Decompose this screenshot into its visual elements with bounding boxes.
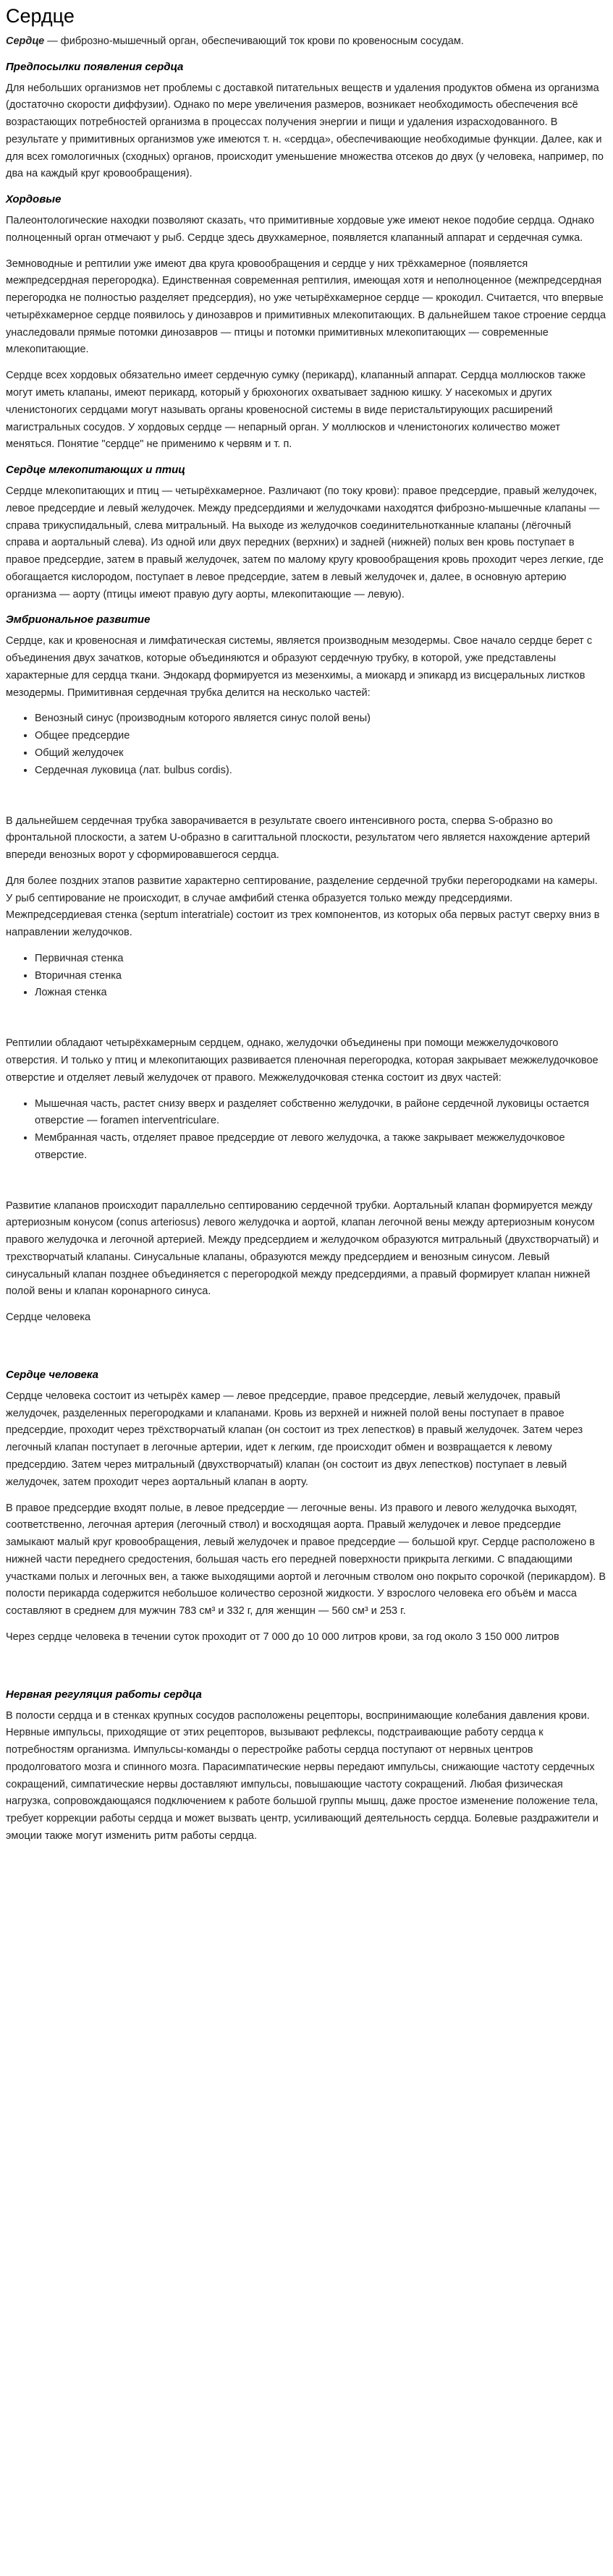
paragraph: Сердце человека состоит из четырёх камер — левое предсердие, правое предсердие, левый желудочек, правый желудочек, разделенных перегородками и клапанами. Кровь из верхней и нижней полой вены поступает в правое предсердие, проходит через трёхстворчатый клапан (он состоит из трех лепестков) в правый желудочек. Затем через легочный клапан поступает в легочные артерии, идет к легким, где происходит обмен и возвращается к левому предсердию. Затем через митральный (двухстворчатый) клапан (он состоит из двух лепестков) поступает в левый желудочек, затем проходит через аортальный клапан в аорту. <box>6 1390 583 1488</box>
section-heading: Предпосылки появления сердца <box>6 60 184 73</box>
section-heading: Сердце млекопитающих и птиц <box>6 464 185 477</box>
paragraph: В дальнейшем сердечная трубка заворачивается в результате своего интенсивного роста, сперва S-образно во фронтальной плоскости, а затем U-образно в сагиттальной плоскости, результатом чего является нахождение артерий впереди венозных ворот у сформировавшегося сердца. <box>6 815 591 862</box>
paragraph: В полости сердца и в стенках крупных сосудов расположены рецепторы, воспринимающие колебания давления крови. Нервные импульсы, приходящие от этих рецепторов, вызывают рефлексы, подстраивающие работу сердца к потребностям организма. Импульсы-команды о перестройке работы сердца поступают от нервных центров продолговатого мозга и спинного мозга. Парасимпатические нервы передают импульсы, снижающие частоту сердечных сокращений, симпатические нервы доставляют импульсы, повышающие частоту сокращений. Любая физическая нагрузка, сопровождающаяся подключением к работе большой группы мышц, даже простое изменение положение тела, требует коррекции работы сердца и может вызвать центр, усиливающий деятельность сердца. Болевые раздражители и эмоции также могут изменить ритм работы сердца. <box>6 1709 599 1842</box>
bullet-list <box>6 1096 607 1165</box>
list-item: • Вторичная стенка <box>35 968 607 985</box>
section-heading: Хордовые <box>6 193 62 206</box>
paragraph: Рептилии обладают четырёхкамерным сердцем, однако, желудочки объединены при помощи межжелудочкового отверстия. И только у птиц и млекопитающих развивается пленочная перегородка, которая закрывает межжелудочковое отверстие и отделяет левый желудочек от правого. Межжелудочковая стенка состоит из двух частей: <box>6 1037 599 1084</box>
bullet-list <box>6 951 607 1002</box>
list-item: • Мышечная часть, растет снизу вверх и разделяет собственно желудочки, в районе сердечной луковицы остается отверстие — foramen interventriculare. <box>35 1096 607 1131</box>
paragraph: Палеонтологические находки позволяют сказать, что примитивные хордовые уже имеют некое подобие сердца. Однако полноценный орган отмечают у рыб. Сердце здесь двухкамерное, появляется клапанный аппарат и сердечная сумка. <box>6 215 595 244</box>
section-heading: Сердце человека <box>6 1368 98 1381</box>
spacer <box>6 788 607 813</box>
paragraph: В правое предсердие входят полые, в левое предсердие — легочные вены. Из правого и левого желудочка выходят, соответственно, легочная артерия (легочный ствол) и восходящая аорта. Правый желудочек и левое предсердие замыкают малый круг кровообращения, левый желудочек и правое предсердие — большой круг. Сердце расположено в нижней части переднего средостения, большая часть его передней поверхности прикрыта легкими. С впадающими участками полых и легочных вен, а также выходящими аортой и легочным стволом оно покрыто сорочкой (перикардом). В полости перикарда содержится небольшое количество серозной жидкости. У взрослого человека его объём и масса составляют в среднем для мужчин 783 см³ и 332 г, для женщин — 560 см³ и 253 г. <box>6 1502 606 1618</box>
intro-text: — фибрознo-мышечный орган, обеспечивающий ток крови по кровеносным сосудам. <box>44 35 464 47</box>
spacer <box>6 1011 607 1035</box>
paragraph: Для более поздних этапов развитие характерно септирование, разделение сердечной трубки перегородками на камеры. У рыб септирование не происходит, в случае амфибий стенка образуется только между предсердиями. Межпредсердиевая стенка (septum interatriale) состоит из трех компонентов, из которых оба первых растут сверху вниз в направлении желудочков. <box>6 875 600 939</box>
paragraph: Сердце человека <box>6 1312 91 1324</box>
list-item: • Сердечная луковица (лат. bulbus cordis). <box>35 762 607 780</box>
paragraph: Сердце всех хордовых обязательно имеет сердечную сумку (перикард), клапанный аппарат. Сердца моллюсков также могут иметь клапаны, имеют перикард, который у брюхоногих охватывает заднюю кишку. У насекомых и других членистоногих сердцами могут называть органы кровеносной системы в виде перистальтирующих расширений магистральных сосудов. У хордовых сердце — непарный орган. У моллюсков и членистоногих количество может меняться. Понятие "сердце" не применимо к червям и т. п. <box>6 370 586 451</box>
paragraph: Для небольших организмов нет проблемы с доставкой питательных веществ и удаления продуктов обмена из организма (достаточно скорости диффузии). Однако по мере увеличения размеров, возникает необходимость обеспечения всё возрастающих потребностей организма в процессах получения энергии и пищи и удаления израсходованного. В результате у примитивных организмов уже имеются т. н. «сердца», обеспечивающие необходимые функции. Далее, как и для всех гомологичных (сходных) органов, происходит уменьшение множества отсеков до двух (у человека, например, по два на каждый круг кровообращения). <box>6 82 604 180</box>
section-heading: Нервная регуляция работы сердца <box>6 1688 202 1701</box>
intro-term: Сердце <box>6 35 45 47</box>
list-item: • Общий желудочек <box>35 745 607 762</box>
paragraph: Развитие клапанов происходит параллельно септированию сердечной трубки. Аортальный клапан формируется между артериозным конусом (conus arteriosus) левого желудочка и аортой, клапан легочной вены между артериозным конусом правого желудочка и легочной артерией. Между предсердием и желудочком образуются митральный (двухстворчатый) и трехстворчатый клапаны. Синусальные клапаны, образуются между предсердием и венозным синусом. Левый синусальный клапан позднее объединяется с перегородкой между предсердиями, а правый формирует клапан нижней полой вены и клапан коронарного синуса. <box>6 1199 599 1298</box>
sections-container <box>6 59 607 1845</box>
list-item: • Мембранная часть, отделяет правое предсердие от левого желудочка, а также закрывает межжелудочковое отверстие. <box>35 1130 607 1165</box>
paragraph: Через сердце человека в течении суток проходит от 7 000 до 10 000 литров крови, за год около 3 150 000 литров <box>6 1631 559 1643</box>
page-title: Сердце <box>6 5 75 27</box>
paragraph: Сердце млекопитающих и птиц — четырёхкамерное. Различают (по току крови): правое предсердие, правый желудочек, левое предсердие и левый желудочек. Между предсердиями и желудочками находятся фиброзно-мышечные клапаны — справа трикуспидальный, слева митральный. На выходе из желудочков соединительнотканные клапаны (лёгочный справа и аортальный слева). Из одной или двух передних (верхних) и задней (нижней) полых вен кровь поступает в правое предсердие, затем в правый желудочек, затем по малому кругу кровообращения кровь проходит через легкие, где обогащается кислородом, поступает в левое предсердие, затем в левый желудочек и, далее, в основную артерию организма — аорту (птицы имеют правую дугу аорты, млекопитающие — левую). <box>6 485 604 600</box>
bullet-list <box>6 710 607 779</box>
intro-paragraph <box>6 33 607 51</box>
spacer <box>6 1335 607 1360</box>
paragraph: Земноводные и рептилии уже имеют два круга кровообращения и сердце у них трёхкамерное (появляется межпредсердная перегородка). Единственная современная рептилия, имеющая хотя и неполноценное (межпредсердная перегородка не полностью разделяет предсердия), но уже четырёхкамерное сердце — крокодил. Считается, что впервые четырёхкамерное сердце появилось у динозавров и примитивных млекопитающих. В дальнейшем такое строение сердца унаследовали прямые потомки динозавров — птицы и потомки примитивных млекопитающих — современные млекопитающие. <box>6 258 606 356</box>
list-item: • Общее предсердие <box>35 728 607 745</box>
list-item: • Ложная стенка <box>35 985 607 1002</box>
list-item: • Первичная стенка <box>35 951 607 968</box>
list-item: • Венозный синус (производным которого является синус полой вены) <box>35 710 607 728</box>
paragraph: Сердце, как и кровеносная и лимфатическая системы, является производным мезодермы. Свое начало сердце берет с объединения двух зачатков, которые объединяются и образуют сердечную трубку, в которой, уже представлены характерные для сердца ткани. Эндокард формируется из мезенхимы, а миокард и эпикард из висцеральных листков мезодермы. Примитивная сердечная трубка делится на несколько частей: <box>6 635 593 699</box>
spacer <box>6 1173 607 1198</box>
section-heading: Эмбриональное развитие <box>6 613 151 626</box>
spacer <box>6 1655 607 1680</box>
